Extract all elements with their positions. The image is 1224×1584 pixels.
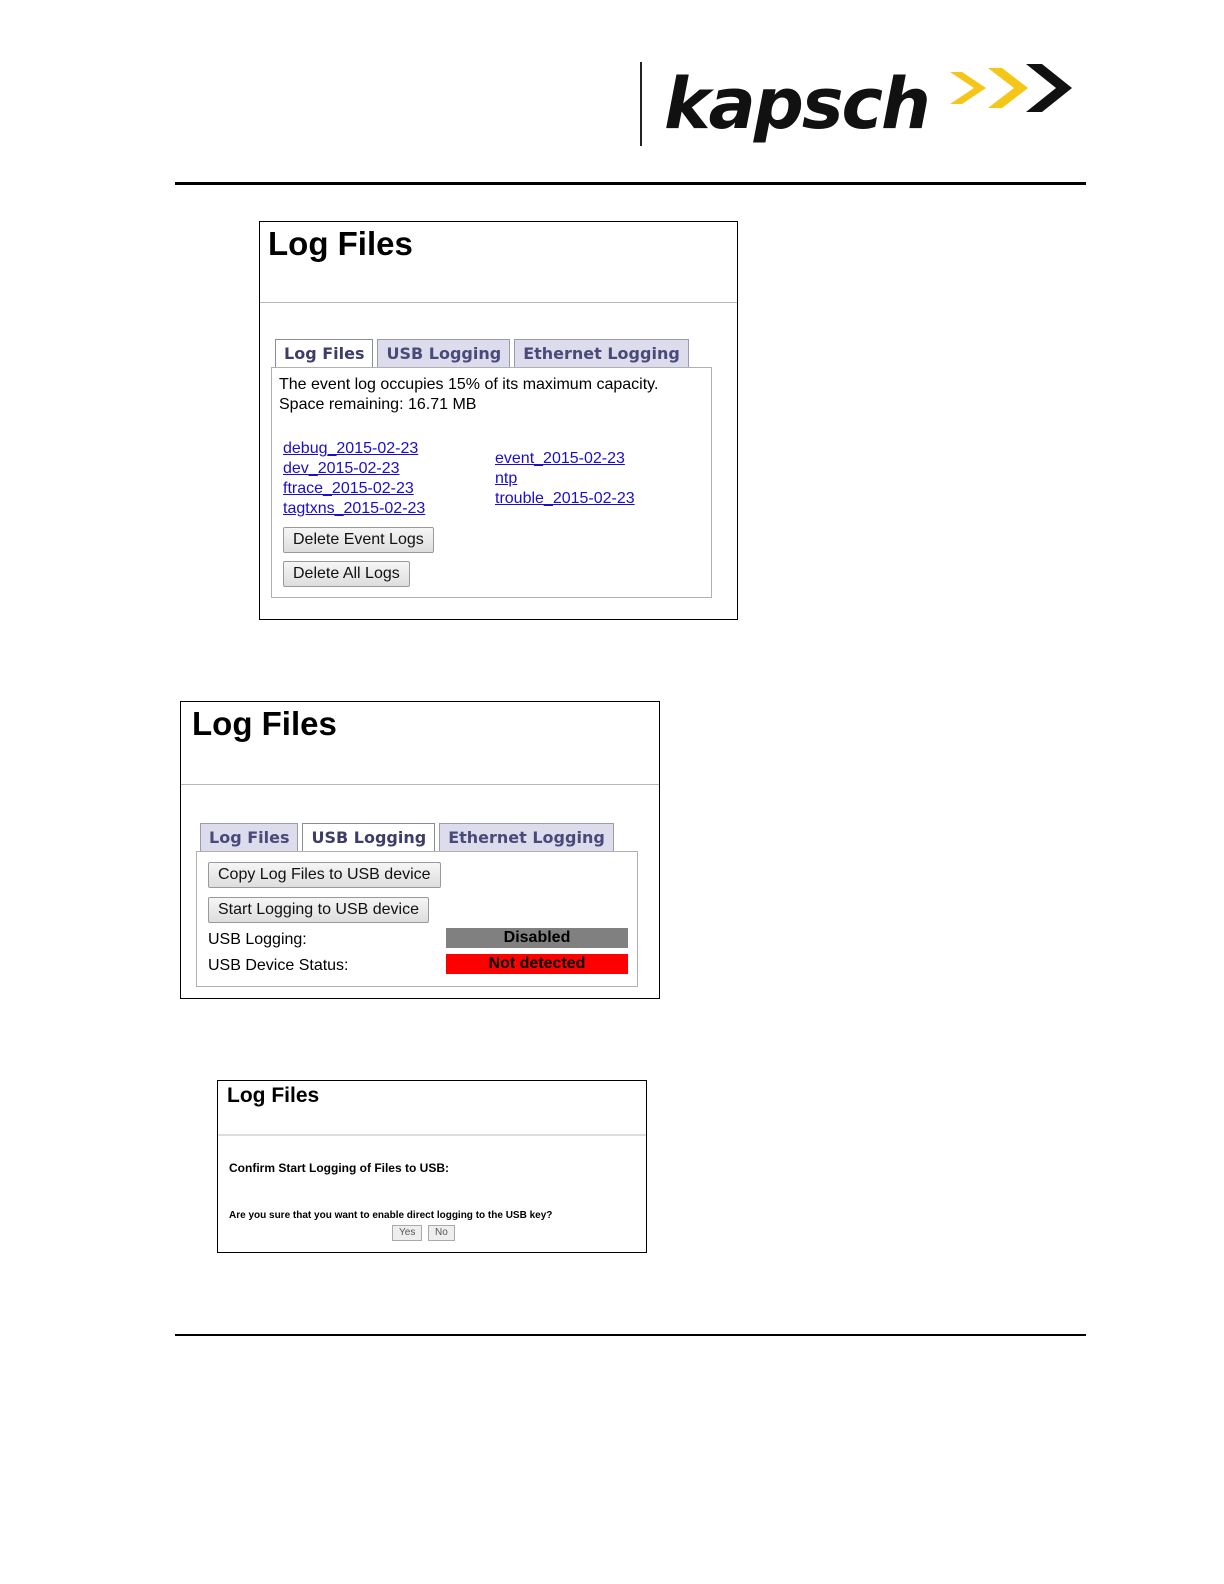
log-link-ntp[interactable]: ntp xyxy=(495,470,518,487)
space-remaining-text: Space remaining: 16.71 MB xyxy=(279,396,477,413)
log-link-event[interactable]: event_2015-02-23 xyxy=(495,450,625,467)
tab-ethernet-logging[interactable]: Ethernet Logging xyxy=(439,823,614,851)
tab-bar xyxy=(275,338,693,367)
start-usb-logging-button[interactable]: Start Logging to USB device xyxy=(208,897,429,923)
tab-content xyxy=(196,851,638,987)
usb-device-status-label: USB Device Status: xyxy=(208,957,349,974)
chevron-arrows-icon xyxy=(946,62,1074,122)
logo-text: kapsch xyxy=(664,63,929,145)
header-rule xyxy=(175,182,1086,185)
yes-button[interactable]: Yes xyxy=(392,1225,422,1241)
delete-all-logs-button[interactable]: Delete All Logs xyxy=(283,561,410,587)
tab-log-files[interactable]: Log Files xyxy=(200,823,298,851)
tab-ethernet-logging[interactable]: Ethernet Logging xyxy=(514,339,689,367)
usb-logging-label: USB Logging: xyxy=(208,931,307,948)
logo-divider xyxy=(640,62,642,146)
tab-usb-logging[interactable]: USB Logging xyxy=(302,823,435,852)
log-link-ftrace[interactable]: ftrace_2015-02-23 xyxy=(283,480,414,497)
panel-title: Log Files xyxy=(192,705,337,742)
panel-separator xyxy=(181,784,659,785)
kapsch-logo xyxy=(664,58,1074,150)
capacity-text: The event log occupies 15% of its maximum capacity. xyxy=(279,376,659,393)
panel-title: Log Files xyxy=(268,225,413,262)
tab-log-files[interactable]: Log Files xyxy=(275,339,373,368)
tab-content xyxy=(271,367,712,598)
footer-rule xyxy=(175,1334,1086,1336)
tab-usb-logging[interactable]: USB Logging xyxy=(377,339,510,367)
confirm-question: Are you sure that you want to enable direct logging to the USB key? xyxy=(229,1210,553,1221)
log-link-dev[interactable]: dev_2015-02-23 xyxy=(283,460,400,477)
usb-device-status-badge: Not detected xyxy=(446,954,628,974)
log-link-debug[interactable]: debug_2015-02-23 xyxy=(283,440,419,457)
usb-logging-status-badge: Disabled xyxy=(446,928,628,948)
log-files-panel-3 xyxy=(217,1080,647,1253)
log-files-panel-2 xyxy=(180,701,660,999)
panel-separator xyxy=(260,302,737,303)
log-link-tagtxns[interactable]: tagtxns_2015-02-23 xyxy=(283,500,426,517)
delete-event-logs-button[interactable]: Delete Event Logs xyxy=(283,527,434,553)
panel-separator xyxy=(218,1134,646,1136)
copy-to-usb-button[interactable]: Copy Log Files to USB device xyxy=(208,862,441,888)
panel-title: Log Files xyxy=(227,1084,320,1107)
confirm-heading: Confirm Start Logging of Files to USB: xyxy=(229,1161,449,1175)
tab-bar xyxy=(200,822,618,851)
log-link-trouble[interactable]: trouble_2015-02-23 xyxy=(495,490,635,507)
log-files-panel-1 xyxy=(259,221,738,620)
no-button[interactable]: No xyxy=(428,1225,455,1241)
